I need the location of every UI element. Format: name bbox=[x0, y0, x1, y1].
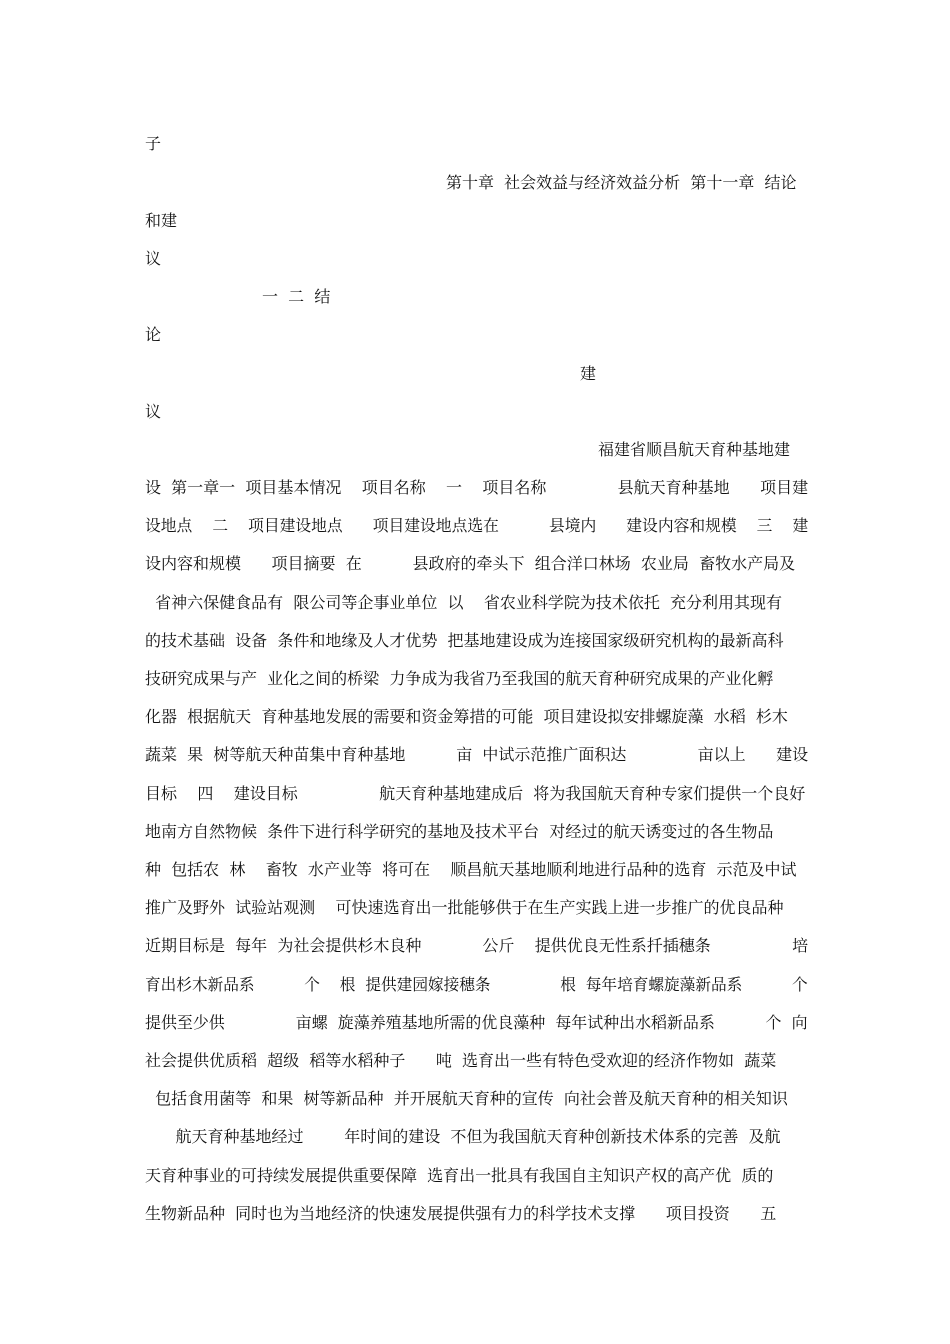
text-line: 种 包括农 林 畜牧 水产业等 将可在 顺昌航天基地顺利地进行品种的选育 示范及中试 bbox=[145, 860, 797, 879]
text-line: 提供至少供 亩螺 旋藻养殖基地所需的优良藻种 每年试种出水稻新品系 个 向 bbox=[145, 1013, 808, 1032]
text-line: 省神六保健食品有 限公司等企事业单位 以 省农业科学院为技术依托 充分利用其现有 bbox=[145, 593, 783, 612]
text-line: 设内容和规模 项目摘要 在 县政府的牵头下 组合洋口林场 农业局 畜牧水产局及 bbox=[145, 554, 796, 573]
text-line: 蔬菜 果 树等航天种苗集中育种基地 亩 中试示范推广面积达 亩以上 建设 bbox=[145, 745, 809, 764]
text-line: 第十章 社会效益与经济效益分析 第十一章 结论 bbox=[446, 173, 797, 192]
text-line: 包括食用菌等 和果 树等新品种 并开展航天育种的宣传 向社会普及航天育种的相关知识 bbox=[145, 1089, 788, 1108]
text-line: 育出杉木新品系 个 根 提供建园嫁接穗条 根 每年培育螺旋藻新品系 个 bbox=[145, 975, 808, 994]
text-line: 设地点 二 项目建设地点 项目建设地点选在 县境内 建设内容和规模 三 建 bbox=[145, 516, 809, 535]
text-line: 论 bbox=[145, 325, 162, 344]
text-line: 议 bbox=[145, 249, 162, 268]
text-line: 目标 四 建设目标 航天育种基地建成后 将为我国航天育种专家们提供一个良好 bbox=[145, 784, 806, 803]
text-line: 天育种事业的可持续发展提供重要保障 选育出一批具有我国自主知识产权的高产优 质的 bbox=[145, 1166, 774, 1185]
text-line: 地南方自然物候 条件下进行科学研究的基地及技术平台 对经过的航天诱变过的各生物品 bbox=[145, 822, 774, 841]
text-line: 一 二 结 bbox=[262, 287, 331, 306]
text-line: 议 bbox=[145, 402, 162, 421]
text-line: 技研究成果与产 业化之间的桥梁 力争成为我省乃至我国的航天育种研究成果的产业化孵 bbox=[145, 669, 774, 688]
text-line: 推广及野外 试验站观测 可快速选育出一批能够供于在生产实践上进一步推广的优良品种 bbox=[145, 898, 784, 917]
text-line: 福建省顺昌航天育种基地建 bbox=[598, 440, 791, 459]
text-line: 化器 根据航天 育种基地发展的需要和资金筹措的可能 项目建设拟安排螺旋藻 水稻 杉木 bbox=[145, 707, 788, 726]
text-line: 设 第一章一 项目基本情况 项目名称 一 项目名称 县航天育种基地 项目建 bbox=[145, 478, 809, 497]
text-line: 的技术基础 设备 条件和地缘及人才优势 把基地建设成为连接国家级研究机构的最新高科 bbox=[145, 631, 784, 650]
text-line: 社会提供优质稻 超级 稻等水稻种子 吨 选育出一些有特色受欢迎的经济作物如 蔬菜 bbox=[145, 1051, 777, 1070]
text-line: 和建 bbox=[145, 211, 178, 230]
text-line: 航天育种基地经过 年时间的建设 不但为我国航天育种创新技术体系的完善 及航 bbox=[145, 1127, 781, 1146]
text-line: 建 bbox=[580, 364, 597, 383]
text-line: 子 bbox=[145, 134, 162, 153]
text-line: 生物新品种 同时也为当地经济的快速发展提供强有力的科学技术支撑 项目投资 五 bbox=[145, 1204, 777, 1223]
text-line: 近期目标是 每年 为社会提供杉木良种 公斤 提供优良无性系扦插穗条 培 bbox=[145, 936, 809, 955]
